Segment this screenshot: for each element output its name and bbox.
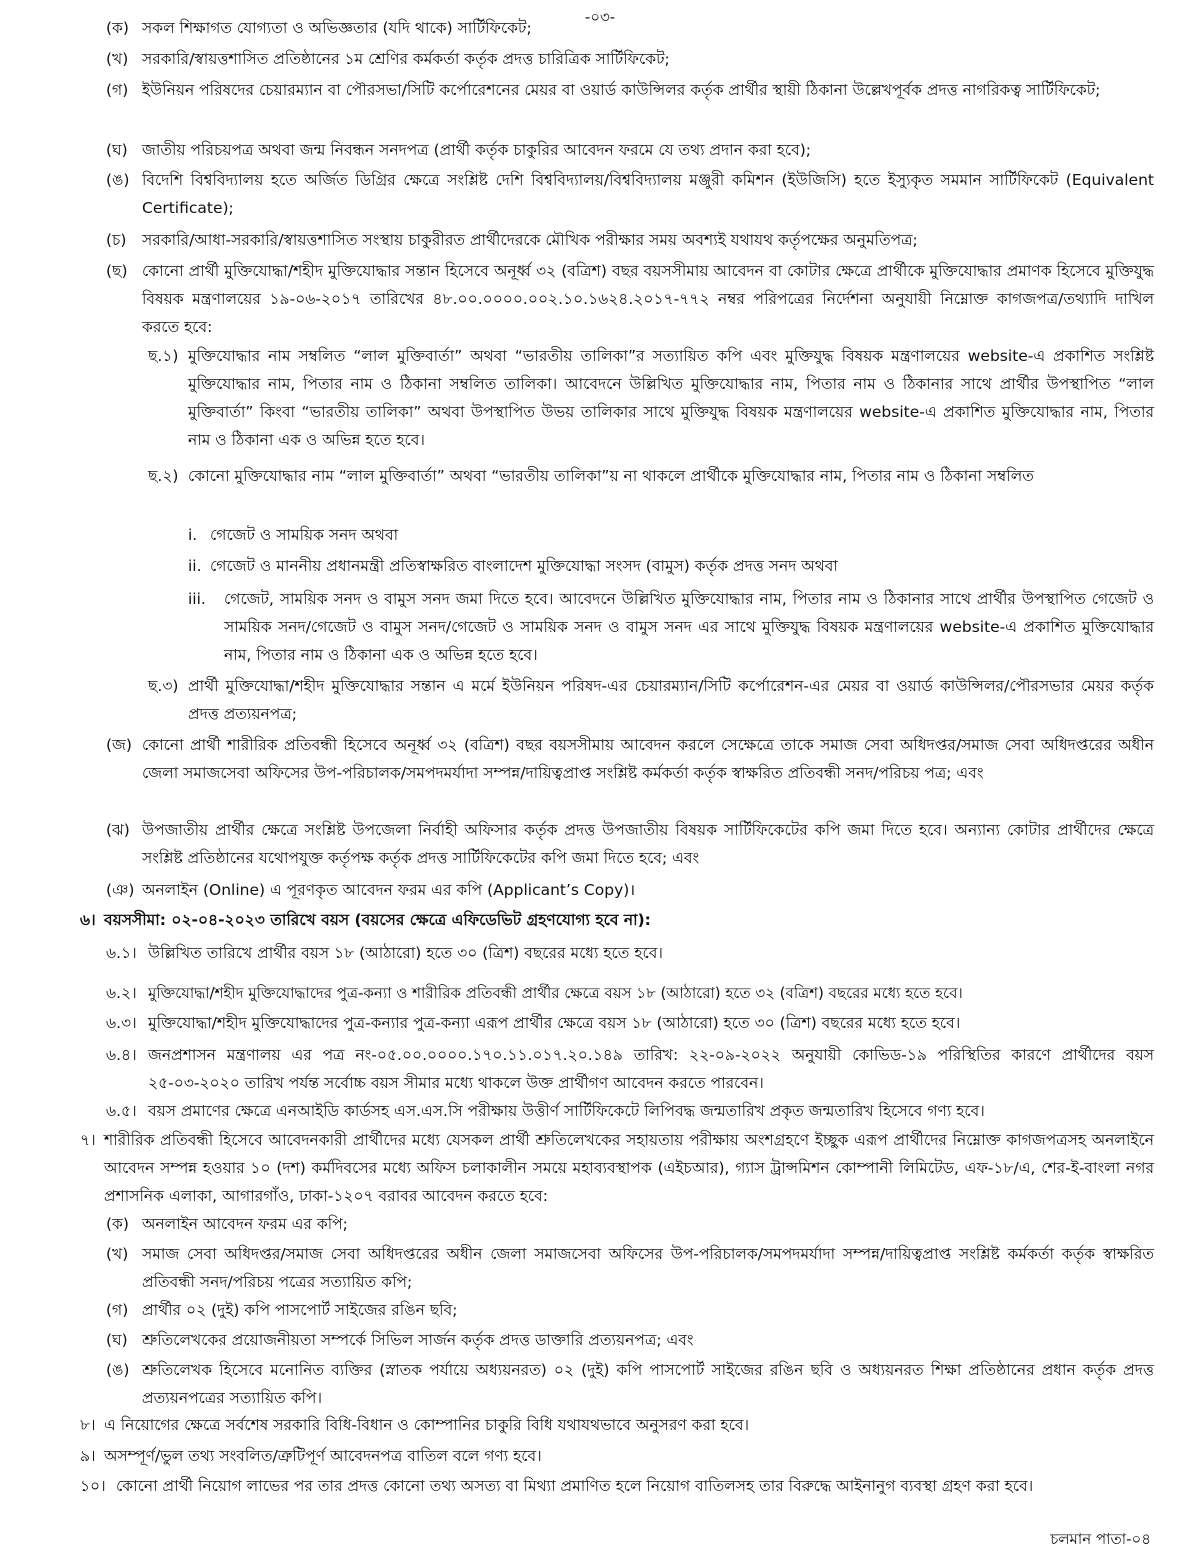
section-label: ১০। [80,1477,106,1495]
item-label: (ঘ) [106,141,128,159]
item-text: সকল শিক্ষাগত যোগ্যতা ও অভিজ্ঞতার (যদি থাকে) সার্টিফিকেট; [142,19,532,37]
sub-item-label: ছ.৩) [148,677,179,695]
sub-item-text: উল্লিখিত তারিখে প্রার্থীর বয়স ১৮ (আঠারো) হতে ৩০ (ত্রিশ) বছরের মধ্যে হতে হবে। [148,944,663,962]
sub-item-label: ৬.৪। [106,1046,137,1064]
sub-item-text: মুক্তিযোদ্ধা/শহীদ মুক্তিযোদ্ধাদের পুত্র-কন্যার পুত্র-কন্যা এরূপ প্রার্থীর ক্ষেত্রে বয়স ১৮ (আঠারো) হতে ৩০ (ত্রিশ) বছরের মধ্যে হতে হবে। [148,1014,961,1032]
item-text: বিদেশি বিশ্ববিদ্যালয় হতে অর্জিত ডিগ্রির ক্ষেত্রে সংশ্লিষ্ট দেশি বিশ্ববিদ্যালয়/বিশ্ববিদ্যালয় মঞ্জুরী কমিশন (ইউজিসি) হতে ইস্যুকৃত সমমান সার্টিফিকেট (Equivalent Certificate); [142,171,1154,217]
item-text: সরকারি/আধা-সরকারি/স্বায়ত্তশাসিত সংস্থায় চাকুরীরত প্রার্থীদেরকে মৌখিক পরীক্ষার সময় অবশ্যই যথাযথ কর্তৃপক্ষের অনুমতিপত্র; [142,231,918,249]
sub-item-text: জনপ্রশাসন মন্ত্রণালয় এর পত্র নং-০৫.০০.০০০০.১৭০.১১.০১৭.২০.১৪৯ তারিখ: ২২-০৯-২০২২ অনুযায়ী কোভিড-১৯ পরিস্থিতির কারণে প্রার্থীদের বয়স ২৫-০৩-২০২০ তারিখ পর্যন্ত সর্বোচ্চ বয়স সীমার মধ্যে থাকলে উক্ত প্রার্থীগণ আবেদন করতে পারবেন। [148,1046,1154,1092]
item-label: (খ) [106,1245,129,1263]
item-text: জাতীয় পরিচয়পত্র অথবা জন্ম নিবন্ধন সনদপত্র (প্রার্থী কর্তৃক চাকুরির আবেদন ফরমে যে তথ্য প্রদান করা হবে); [142,141,811,159]
sub-item-text: মুক্তিযোদ্ধা/শহীদ মুক্তিযোদ্ধাদের পুত্র-কন্যা ও শারীরিক প্রতিবন্ধী প্রার্থীর ক্ষেত্রে বয়স ১৮ (আঠারো) হতে ৩২ (বত্রিশ) বছরের মধ্যে হতে হবে। [148,984,963,1002]
item-label: (ছ) [106,262,128,280]
roman-text: গেজেট ও সাময়িক সনদ অথবা [210,526,399,544]
item-label: (ঘ) [106,1331,128,1349]
roman-label: ii. [188,557,202,575]
continued-page-note: চলমান পাতা-০৪ [1050,1530,1151,1548]
sub-item-label: ছ.২) [148,467,179,485]
section-label: ৮। [80,1416,96,1434]
sub-item-label: ছ.১) [148,347,179,365]
item-label: (ঙ) [106,1361,130,1379]
item-label: (ক) [106,1215,129,1233]
section-text: শারীরিক প্রতিবন্ধী হিসেবে আবেদনকারী প্রার্থীদের মধ্যে যেসকল প্রার্থী শ্রুতিলেখকের সহায়তায় পরীক্ষায় অংশগ্রহণে ইচ্ছুক এরূপ প্রার্থীদের নিম্নোক্ত কাগজপত্রসহ অনলাইনে আবেদন সম্পন্ন হওয়ার ১০ (দশ) কর্মদিবসের মধ্যে অফিস চলাকালীন সময়ে মহাব্যবস্থাপক (এইচআর), গ্যাস ট্রান্সমিশন কোম্পানী লিমিটেড, এফ-১৮/এ, শের-ই-বাংলা নগর প্রশাসনিক এলাকা, আগারগাঁও, ঢাকা-১২০৭ বরাবর আবেদন করতে হবে: [104,1131,1154,1205]
section-heading: বয়সসীমা: ০২-০৪-২০২৩ তারিখে বয়স (বয়সের ক্ষেত্রে এফিডেভিট গ্রহণযোগ্য হবে না): [104,911,651,929]
item-text: ইউনিয়ন পরিষদের চেয়ারম্যান বা পৌরসভা/সিটি কর্পোরেশনের মেয়র বা ওয়ার্ড কাউন্সিলর কর্তৃক প্রার্থীর স্থায়ী ঠিকানা উল্লেখপূর্বক প্রদত্ত নাগরিকত্ব সার্টিফিকেট; [142,81,1101,99]
section-text: অসম্পূর্ণ/ভুল তথ্য সংবলিত/ত্রুটিপূর্ণ আবেদনপত্র বাতিল বলে গণ্য হবে। [104,1447,542,1465]
section-text: এ নিয়োগের ক্ষেত্রে সর্বশেষ সরকারি বিধি-বিধান ও কোম্পানির চাকুরি বিধি যথাযথভাবে অনুসরণ করা হবে। [104,1416,750,1434]
item-text: উপজাতীয় প্রার্থীর ক্ষেত্রে সংশ্লিষ্ট উপজেলা নির্বাহী অফিসার কর্তৃক প্রদত্ত উপজাতীয় বিষয়ক সার্টিফিকেটের কপি জমা দিতে হবে। অন্যান্য কোটার প্রার্থীদের ক্ষেত্রে সংশ্লিষ্ট প্রতিষ্ঠানের যথোপযুক্ত কর্তৃপক্ষ কর্তৃক প্রদত্ত সার্টিফিকেটের কপি জমা দিতে হবে; এবং [142,821,1154,867]
item-text: প্রার্থীর ০২ (দুই) কপি পাসপোর্ট সাইজের রঙিন ছবি; [142,1301,458,1319]
section-label: ৯। [80,1447,96,1465]
item-text: শ্রুতিলেখক হিসেবে মনোনিত ব্যক্তির (স্নাতক পর্যায়ে অধ্যয়নরত) ০২ (দুই) কপি পাসপোর্ট সাইজের রঙিন ছবি ও অধ্যয়নরত শিক্ষা প্রতিষ্ঠানের প্রধান কর্তৃক প্রদত্ত প্রত্যয়নপত্রের সত্যায়িত কপি। [142,1361,1154,1407]
item-text: সমাজ সেবা অধিদপ্তর/সমাজ সেবা অধিদপ্তরের অধীন জেলা সমাজসেবা অফিসের উপ-পরিচালক/সমপদমর্যাদা সম্পন্ন/দায়িত্বপ্রাপ্ত সংশ্লিষ্ট কর্মকর্তা কর্তৃক স্বাক্ষরিত প্রতিবন্ধী সনদ/পরিচয় পত্রের সত্যায়িত কপি; [142,1245,1154,1291]
item-label: (ক) [106,19,129,37]
page-number: -০৩- [584,8,616,26]
item-label: (চ) [106,231,127,249]
roman-label: iii. [188,590,206,608]
sub-item-text: কোনো মুক্তিযোদ্ধার নাম “লাল মুক্তিবার্তা” অথবা “ভারতীয় তালিকা”য় না থাকলে প্রার্থীকে মুক্তিযোদ্ধার নাম, পিতার নাম ও ঠিকানা সম্বলিত [188,467,1034,485]
item-label: (গ) [106,81,129,99]
item-text: কোনো প্রার্থী শারীরিক প্রতিবন্ধী হিসেবে অনূর্ধ্ব ৩২ (বত্রিশ) বছর বয়সসীমায় আবেদন করলে সেক্ষেত্রে তাকে সমাজ সেবা অধিদপ্তর/সমাজ সেবা অধিদপ্তরের অধীন জেলা সমাজসেবা অফিসের উপ-পরিচালক/সমপদমর্যাদা সম্পন্ন/দায়িত্বপ্রাপ্ত সংশ্লিষ্ট কর্মকর্তা কর্তৃক স্বাক্ষরিত প্রতিবন্ধী সনদ/পরিচয় পত্র; এবং [142,736,1154,782]
item-label: (ঝ) [106,821,130,839]
item-label: (খ) [106,50,129,68]
sub-item-label: ৬.২। [106,984,137,1002]
sub-item-label: ৬.৩। [106,1014,137,1032]
sub-item-label: ৬.৫। [106,1102,137,1120]
item-label: (ঞ) [106,881,135,899]
item-label: (জ) [106,736,132,754]
item-text: কোনো প্রার্থী মুক্তিযোদ্ধা/শহীদ মুক্তিযোদ্ধার সন্তান হিসেবে অনূর্ধ্ব ৩২ (বত্রিশ) বছর বয়সসীমায় আবেদন বা কোটার ক্ষেত্রে প্রার্থীকে মুক্তিযোদ্ধার প্রমাণক হিসেবে মুক্তিযুদ্ধ বিষয়ক মন্ত্রণালয়ের ১৯-০৬-২০১৭ তারিখের ৪৮.০০.০০০০.০০২.১০.১৬২৪.২০১৭-৭৭২ নম্বর পরিপত্রের নির্দেশনা অনুযায়ী নিম্নোক্ত কাগজপত্র/তথ্যাদি দাখিল করতে হবে: [142,262,1154,336]
item-text: অনলাইন আবেদন ফরম এর কপি; [142,1215,348,1233]
sub-item-text: বয়স প্রমাণের ক্ষেত্রে এনআইডি কার্ডসহ এস.এস.সি পরীক্ষায় উত্তীর্ণ সার্টিফিকেটে লিপিবদ্ধ জন্মতারিখ প্রকৃত জন্মতারিখ হিসেবে গণ্য হবে। [148,1102,985,1120]
roman-text: গেজেট ও মাননীয় প্রধানমন্ত্রী প্রতিস্বাক্ষরিত বাংলাদেশ মুক্তিযোদ্ধা সংসদ (বামুস) কর্তৃক প্রদত্ত সনদ অথবা [210,557,838,575]
section-text: কোনো প্রার্থী নিয়োগ লাভের পর তার প্রদত্ত কোনো তথ্য অসত্য বা মিথ্যা প্রমাণিত হলে নিয়োগ বাতিলসহ তার বিরুদ্ধে আইনানুগ ব্যবস্থা গ্রহণ করা হবে। [116,1477,1034,1495]
section-label: ৬। [80,911,96,929]
item-text: সরকারি/স্বায়ত্তশাসিত প্রতিষ্ঠানের ১ম শ্রেণির কর্মকর্তা কর্তৃক প্রদত্ত চারিত্রিক সার্টিফিকেট; [142,50,670,68]
item-text: শ্রুতিলেখকের প্রয়োজনীয়তা সম্পর্কে সিভিল সার্জন কর্তৃক প্রদত্ত ডাক্তারি প্রত্যয়নপত্র; এবং [142,1331,694,1349]
item-text: অনলাইন (Online) এ পূরণকৃত আবেদন ফরম এর কপি (Applicant’s Copy)। [142,881,636,899]
sub-item-text: প্রার্থী মুক্তিযোদ্ধা/শহীদ মুক্তিযোদ্ধার সন্তান এ মর্মে ইউনিয়ন পরিষদ-এর চেয়ারম্যান/সিটি কর্পোরেশন-এর মেয়র বা ওয়ার্ড কাউন্সিলর/পৌরসভার মেয়র কর্তৃক প্রদত্ত প্রত্যয়নপত্র; [188,677,1154,723]
sub-item-label: ৬.১। [106,944,137,962]
item-label: (ঙ) [106,171,130,189]
roman-label: i. [188,526,198,544]
roman-text: গেজেট, সাময়িক সনদ ও বামুস সনদ জমা দিতে হবে। আবেদনে উল্লিখিত মুক্তিযোদ্ধার নাম, পিতার নাম ও ঠিকানার সাথে প্রার্থীর উপস্থাপিত গেজেট ও সাময়িক সনদ/গেজেট ও বামুস সনদ/গেজেট ও সাময়িক সনদ ও বামুস সনদ এর সাথে মুক্তিযুদ্ধ বিষয়ক মন্ত্রণালয়ের website-এ প্রকাশিত মুক্তিযোদ্ধার নাম, পিতার নাম ও ঠিকানা এক ও অভিন্ন হতে হবে। [224,590,1154,664]
sub-item-text: মুক্তিযোদ্ধার নাম সম্বলিত “লাল মুক্তিবার্তা” অথবা “ভারতীয় তালিকা”র সত্যায়িত কপি এবং মুক্তিযুদ্ধ বিষয়ক মন্ত্রণালয়ের website-এ প্রকাশিত সংশ্লিষ্ট মুক্তিযোদ্ধার নাম, পিতার নাম ও ঠিকানা সম্বলিত তালিকা। আবেদনে উল্লিখিত মুক্তিযোদ্ধার নাম, পিতার নাম ও ঠিকানার সাথে প্রার্থীর উপস্থাপিত “লাল মুক্তিবার্তা” কিংবা “ভারতীয় তালিকা” অথবা উপস্থাপিত উভয় তালিকার সাথে মুক্তিযুদ্ধ বিষয়ক মন্ত্রণালয়ের website-এ প্রকাশিত মুক্তিযোদ্ধার নাম, পিতার নাম ও ঠিকানা এক ও অভিন্ন হতে হবে। [188,347,1154,449]
section-label: ৭। [80,1131,96,1149]
item-label: (গ) [106,1301,129,1319]
